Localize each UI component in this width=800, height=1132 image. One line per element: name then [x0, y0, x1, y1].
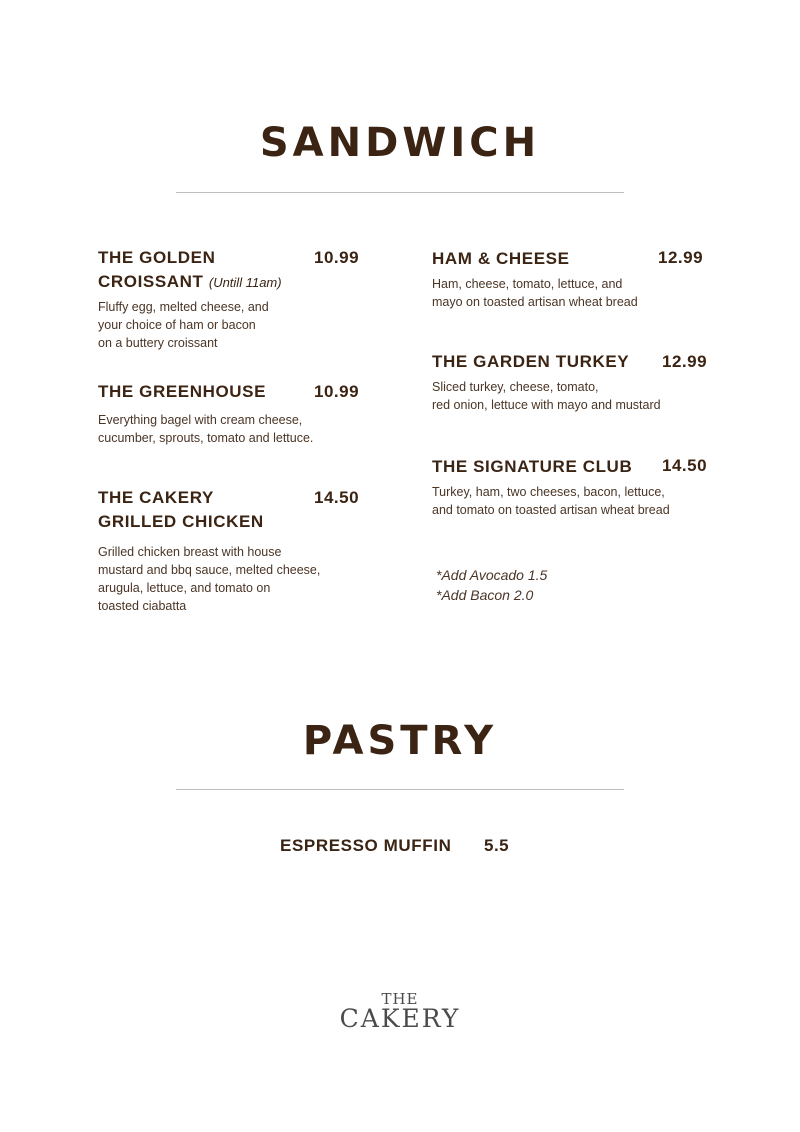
item-price: 12.99 — [658, 248, 704, 267]
item-name: HAM & CHEESE — [432, 249, 570, 268]
item-name-text: CROISSANT — [98, 272, 204, 291]
item-price: 5.5 — [484, 836, 510, 855]
desc-line: toasted ciabatta — [98, 599, 187, 613]
item-description — [98, 543, 320, 615]
addon-bacon: *Add Bacon 2.0 — [436, 587, 534, 603]
desc-line: mayo on toasted artisan wheat bread — [432, 295, 638, 309]
item-name-line2: GRILLED CHICKEN — [98, 512, 264, 531]
item-price: 10.99 — [314, 248, 360, 267]
desc-line: your choice of ham or bacon — [98, 318, 256, 332]
item-name: THE GOLDEN — [98, 248, 216, 267]
desc-line: Sliced turkey, cheese, tomato, — [432, 380, 599, 394]
pastry-divider — [176, 789, 624, 790]
item-price: 14.50 — [662, 456, 708, 475]
item-description — [432, 483, 670, 519]
item-name: THE CAKERY — [98, 488, 214, 507]
addons-list — [436, 565, 547, 605]
desc-line: arugula, lettuce, and tomato on — [98, 581, 271, 595]
item-name: ESPRESSO MUFFIN — [280, 836, 452, 855]
item-price: 14.50 — [314, 488, 360, 507]
desc-line: Everything bagel with cream cheese, — [98, 413, 303, 427]
item-note: (Untill 11am) — [208, 275, 282, 290]
desc-line: cucumber, sprouts, tomato and lettuce. — [98, 431, 314, 445]
logo-top-text: THE — [381, 990, 419, 1008]
desc-line: Ham, cheese, tomato, lettuce, and — [432, 277, 623, 291]
item-name: THE GREENHOUSE — [98, 382, 267, 401]
item-description — [432, 275, 638, 311]
item-name-line2 — [98, 270, 282, 295]
desc-line: red onion, lettuce with mayo and mustard — [432, 398, 661, 412]
pastry-title: PASTRY — [302, 718, 498, 764]
logo-main-text: CAKERY — [339, 1004, 461, 1033]
desc-line: Fluffy egg, melted cheese, and — [98, 300, 269, 314]
desc-line: mustard and bbq sauce, melted cheese, — [98, 563, 321, 577]
item-price: 10.99 — [314, 382, 360, 401]
item-description — [98, 411, 313, 447]
item-price: 12.99 — [662, 352, 708, 371]
desc-line: and tomato on toasted artisan wheat bread — [432, 503, 670, 517]
item-description — [98, 298, 269, 352]
desc-line: Grilled chicken breast with house — [98, 545, 282, 559]
addon-avocado: *Add Avocado 1.5 — [436, 567, 548, 583]
sandwich-divider — [176, 192, 624, 193]
desc-line: Turkey, ham, two cheeses, bacon, lettuce, — [432, 485, 665, 499]
item-name: THE SIGNATURE CLUB — [432, 457, 633, 476]
item-description — [432, 378, 661, 414]
desc-line: on a buttery croissant — [98, 336, 218, 350]
sandwich-title: SANDWICH — [259, 120, 541, 166]
item-name: THE GARDEN TURKEY — [432, 352, 630, 371]
